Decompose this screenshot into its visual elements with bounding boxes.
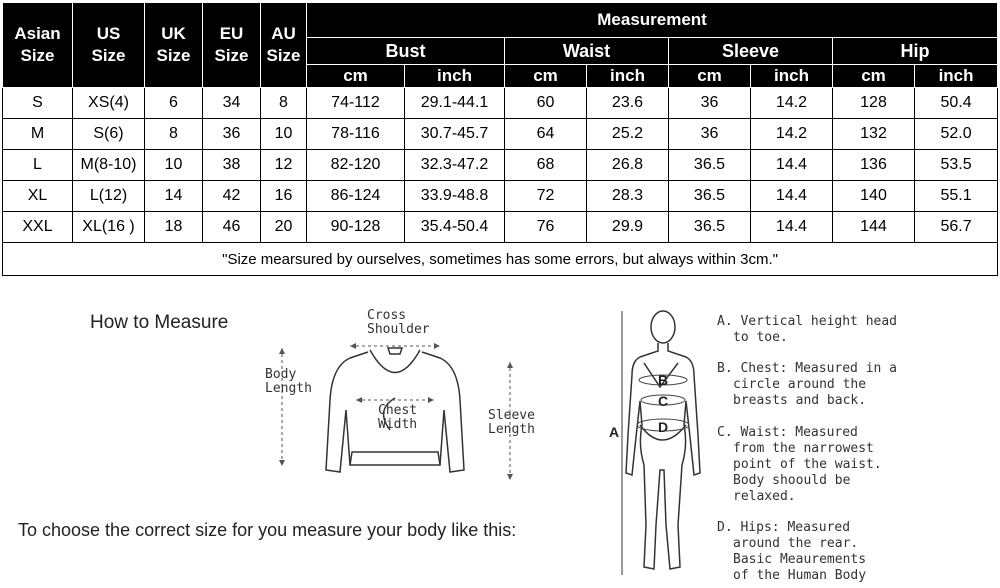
unit-hip-inch: inch xyxy=(915,65,998,88)
body-figure-icon xyxy=(600,305,710,588)
cell: 10 xyxy=(145,150,203,181)
cell: XL(16 ) xyxy=(73,212,145,243)
cell: 12 xyxy=(261,150,307,181)
cell: 14 xyxy=(145,181,203,212)
cell: M(8-10) xyxy=(73,150,145,181)
cell: 74-112 xyxy=(307,88,405,119)
cross-shoulder-label: Cross Shoulder xyxy=(367,308,430,337)
cell: XXL xyxy=(3,212,73,243)
table-row xyxy=(3,88,998,119)
cell: 56.7 xyxy=(915,212,998,243)
table-row xyxy=(3,181,998,212)
cell: 50.4 xyxy=(915,88,998,119)
cell: 68 xyxy=(505,150,587,181)
description-b: B. Chest: Measured in a circle around the breasts and back. xyxy=(717,361,898,408)
cell: 14.2 xyxy=(751,88,833,119)
cell: 26.8 xyxy=(587,150,669,181)
cell: 30.7-45.7 xyxy=(405,119,505,150)
table-row xyxy=(3,150,998,181)
unit-waist-inch: inch xyxy=(587,65,669,88)
cell: 14.4 xyxy=(751,181,833,212)
cell: 53.5 xyxy=(915,150,998,181)
cell: 86-124 xyxy=(307,181,405,212)
cell: 36.5 xyxy=(669,150,751,181)
cell: 36.5 xyxy=(669,212,751,243)
unit-hip-cm: cm xyxy=(833,65,915,88)
choose-size-instruction: To choose the correct size for you measure your body like this: xyxy=(18,520,517,540)
unit-bust-inch: inch xyxy=(405,65,505,88)
header-hip: Hip xyxy=(833,38,998,65)
cell: M xyxy=(3,119,73,150)
table-row xyxy=(3,212,998,243)
description-c: C. Waist: Measured from the narrowest point of the waist. Body shoould be relaxed. xyxy=(717,425,882,504)
cell: 42 xyxy=(203,181,261,212)
header-asian-size: Asian Size xyxy=(3,3,73,88)
cell: 8 xyxy=(261,88,307,119)
cell: 29.1-44.1 xyxy=(405,88,505,119)
cell: 72 xyxy=(505,181,587,212)
cell: 25.2 xyxy=(587,119,669,150)
cell: XS(4) xyxy=(73,88,145,119)
cell: 36.5 xyxy=(669,181,751,212)
cell: 128 xyxy=(833,88,915,119)
cell: 8 xyxy=(145,119,203,150)
cell: 144 xyxy=(833,212,915,243)
unit-sleeve-cm: cm xyxy=(669,65,751,88)
unit-sleeve-inch: inch xyxy=(751,65,833,88)
cell: 140 xyxy=(833,181,915,212)
size-note: "Size mearsured by ourselves, sometimes has some errors, but always within 3cm." xyxy=(3,243,998,276)
unit-bust-cm: cm xyxy=(307,65,405,88)
cell: 78-116 xyxy=(307,119,405,150)
header-eu-size: EU Size xyxy=(203,3,261,88)
cell: 52.0 xyxy=(915,119,998,150)
cell: S(6) xyxy=(73,119,145,150)
cell: 55.1 xyxy=(915,181,998,212)
marker-b: B xyxy=(658,372,669,388)
table-row xyxy=(3,119,998,150)
cell: 20 xyxy=(261,212,307,243)
marker-c: C xyxy=(658,393,669,409)
cell: 36 xyxy=(203,119,261,150)
cell: 23.6 xyxy=(587,88,669,119)
header-measurement: Measurement xyxy=(307,3,998,38)
header-waist: Waist xyxy=(505,38,669,65)
cell: 136 xyxy=(833,150,915,181)
header-uk-size: UK Size xyxy=(145,3,203,88)
cell: 32.3-47.2 xyxy=(405,150,505,181)
header-sleeve: Sleeve xyxy=(669,38,833,65)
cell: 14.4 xyxy=(751,212,833,243)
cell: 29.9 xyxy=(587,212,669,243)
cell: 36 xyxy=(669,119,751,150)
cell: 16 xyxy=(261,181,307,212)
header-us-size: US Size xyxy=(73,3,145,88)
cell: L(12) xyxy=(73,181,145,212)
marker-a: A xyxy=(609,424,620,440)
cell: XL xyxy=(3,181,73,212)
cell: L xyxy=(3,150,73,181)
how-to-measure-title: How to Measure xyxy=(90,312,229,333)
cell: 34 xyxy=(203,88,261,119)
cell: 76 xyxy=(505,212,587,243)
cell: 82-120 xyxy=(307,150,405,181)
cell: 64 xyxy=(505,119,587,150)
cell: 14.4 xyxy=(751,150,833,181)
chest-width-label: Chest Width xyxy=(378,403,418,432)
cell: 38 xyxy=(203,150,261,181)
cell: 36 xyxy=(669,88,751,119)
cell: S xyxy=(3,88,73,119)
cell: 33.9-48.8 xyxy=(405,181,505,212)
description-d: D. Hips: Measured around the rear. Basic Meaurements of the Human Body xyxy=(717,520,867,583)
cell: 6 xyxy=(145,88,203,119)
cell: 14.2 xyxy=(751,119,833,150)
size-chart-table xyxy=(2,2,998,276)
body-length-label: Body Length xyxy=(265,367,312,396)
header-au-size: AU Size xyxy=(261,3,307,88)
cell: 10 xyxy=(261,119,307,150)
header-bust: Bust xyxy=(307,38,505,65)
cell: 35.4-50.4 xyxy=(405,212,505,243)
marker-d: D xyxy=(658,419,669,435)
cell: 46 xyxy=(203,212,261,243)
cell: 60 xyxy=(505,88,587,119)
cell: 28.3 xyxy=(587,181,669,212)
unit-waist-cm: cm xyxy=(505,65,587,88)
description-a: A. Vertical height head to toe. xyxy=(717,314,898,345)
cell: 132 xyxy=(833,119,915,150)
cell: 18 xyxy=(145,212,203,243)
cell: 90-128 xyxy=(307,212,405,243)
sleeve-length-label: Sleeve Length xyxy=(488,408,535,437)
